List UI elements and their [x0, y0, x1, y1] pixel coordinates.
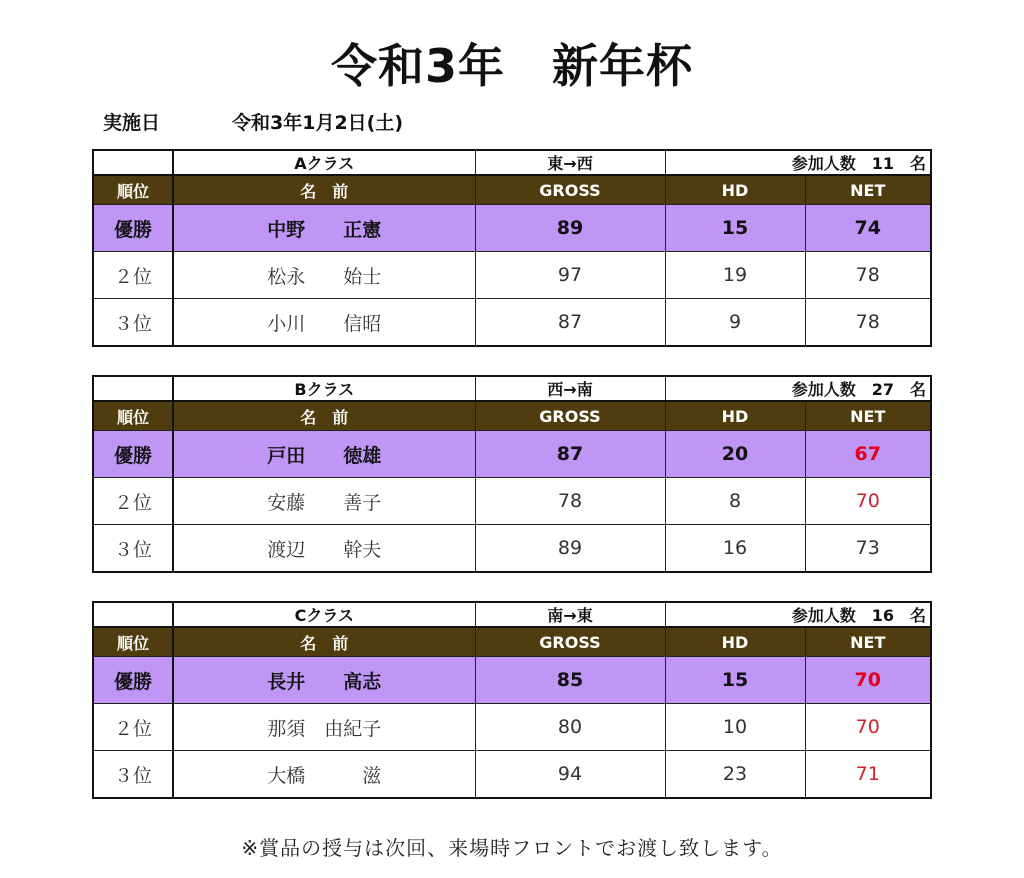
handicap: 19 — [665, 252, 805, 299]
blank-cell — [93, 376, 173, 401]
blank-cell — [93, 602, 173, 627]
col-header-net: NET — [805, 627, 931, 657]
rank-cell: ３位 — [93, 525, 173, 573]
col-header-rank: 順位 — [93, 175, 173, 205]
rank-cell: 優勝 — [93, 205, 173, 252]
col-header-hd: HD — [665, 175, 805, 205]
handicap: 15 — [665, 657, 805, 704]
player-name: 中野 正憲 — [173, 205, 475, 252]
winner-row — [93, 205, 931, 252]
player-name: 小川 信昭 — [173, 299, 475, 347]
class-header-row — [93, 150, 931, 175]
table-row — [93, 525, 931, 573]
gross-score: 94 — [475, 751, 665, 799]
date-label: 実施日 — [103, 112, 161, 134]
table-row — [93, 478, 931, 525]
col-header-hd: HD — [665, 627, 805, 657]
course-route: 南→東 — [475, 602, 665, 627]
class-name: Cクラス — [173, 602, 475, 627]
participant-count: 参加人数 11 名 — [665, 150, 931, 175]
class-name: Aクラス — [173, 150, 475, 175]
player-name: 那須 由紀子 — [173, 704, 475, 751]
col-header-net: NET — [805, 175, 931, 205]
gross-score: 87 — [475, 431, 665, 478]
net-score: 73 — [805, 525, 931, 573]
handicap: 16 — [665, 525, 805, 573]
col-header-rank: 順位 — [93, 627, 173, 657]
player-name: 長井 高志 — [173, 657, 475, 704]
results-table-b-class — [92, 375, 932, 573]
rank-cell: ３位 — [93, 751, 173, 799]
net-score: 71 — [805, 751, 931, 799]
table-row — [93, 704, 931, 751]
col-header-net: NET — [805, 401, 931, 431]
results-table-c-class — [92, 601, 932, 799]
participant-count: 参加人数 16 名 — [665, 602, 931, 627]
handicap: 15 — [665, 205, 805, 252]
rank-cell: 優勝 — [93, 657, 173, 704]
rank-cell: ３位 — [93, 299, 173, 347]
table-row — [93, 751, 931, 799]
gross-score: 80 — [475, 704, 665, 751]
results-table-a-class — [92, 149, 932, 347]
class-header-row — [93, 376, 931, 401]
rank-cell: ２位 — [93, 478, 173, 525]
net-score: 78 — [805, 299, 931, 347]
page-title: 令和3年 新年杯 — [330, 39, 693, 93]
blank-cell — [93, 150, 173, 175]
col-header-gross: GROSS — [475, 401, 665, 431]
col-header-gross: GROSS — [475, 627, 665, 657]
date-value: 令和3年1月2日(土) — [232, 112, 404, 134]
rank-cell: ２位 — [93, 704, 173, 751]
col-header-name: 名 前 — [173, 401, 475, 431]
gross-score: 85 — [475, 657, 665, 704]
column-header-row — [93, 401, 931, 431]
col-header-name: 名 前 — [173, 627, 475, 657]
net-score: 70 — [805, 478, 931, 525]
gross-score: 87 — [475, 299, 665, 347]
player-name: 渡辺 幹夫 — [173, 525, 475, 573]
gross-score: 97 — [475, 252, 665, 299]
player-name: 戸田 徳雄 — [173, 431, 475, 478]
course-route: 西→南 — [475, 376, 665, 401]
table-row — [93, 252, 931, 299]
handicap: 10 — [665, 704, 805, 751]
gross-score: 89 — [475, 205, 665, 252]
net-score: 74 — [805, 205, 931, 252]
class-header-row — [93, 602, 931, 627]
handicap: 8 — [665, 478, 805, 525]
player-name: 大橋 滋 — [173, 751, 475, 799]
column-header-row — [93, 627, 931, 657]
rank-cell: 優勝 — [93, 431, 173, 478]
gross-score: 78 — [475, 478, 665, 525]
player-name: 安藤 善子 — [173, 478, 475, 525]
col-header-name: 名 前 — [173, 175, 475, 205]
handicap: 23 — [665, 751, 805, 799]
net-score: 70 — [805, 657, 931, 704]
footnote: ※賞品の授与は次回、来場時フロントでお渡し致します。 — [241, 836, 783, 860]
col-header-hd: HD — [665, 401, 805, 431]
col-header-rank: 順位 — [93, 401, 173, 431]
class-name: Bクラス — [173, 376, 475, 401]
net-score: 78 — [805, 252, 931, 299]
net-score: 67 — [805, 431, 931, 478]
rank-cell: ２位 — [93, 252, 173, 299]
column-header-row — [93, 175, 931, 205]
gross-score: 89 — [475, 525, 665, 573]
handicap: 9 — [665, 299, 805, 347]
participant-count: 参加人数 27 名 — [665, 376, 931, 401]
winner-row — [93, 431, 931, 478]
course-route: 東→西 — [475, 150, 665, 175]
handicap: 20 — [665, 431, 805, 478]
net-score: 70 — [805, 704, 931, 751]
col-header-gross: GROSS — [475, 175, 665, 205]
table-row — [93, 299, 931, 347]
winner-row — [93, 657, 931, 704]
player-name: 松永 始士 — [173, 252, 475, 299]
